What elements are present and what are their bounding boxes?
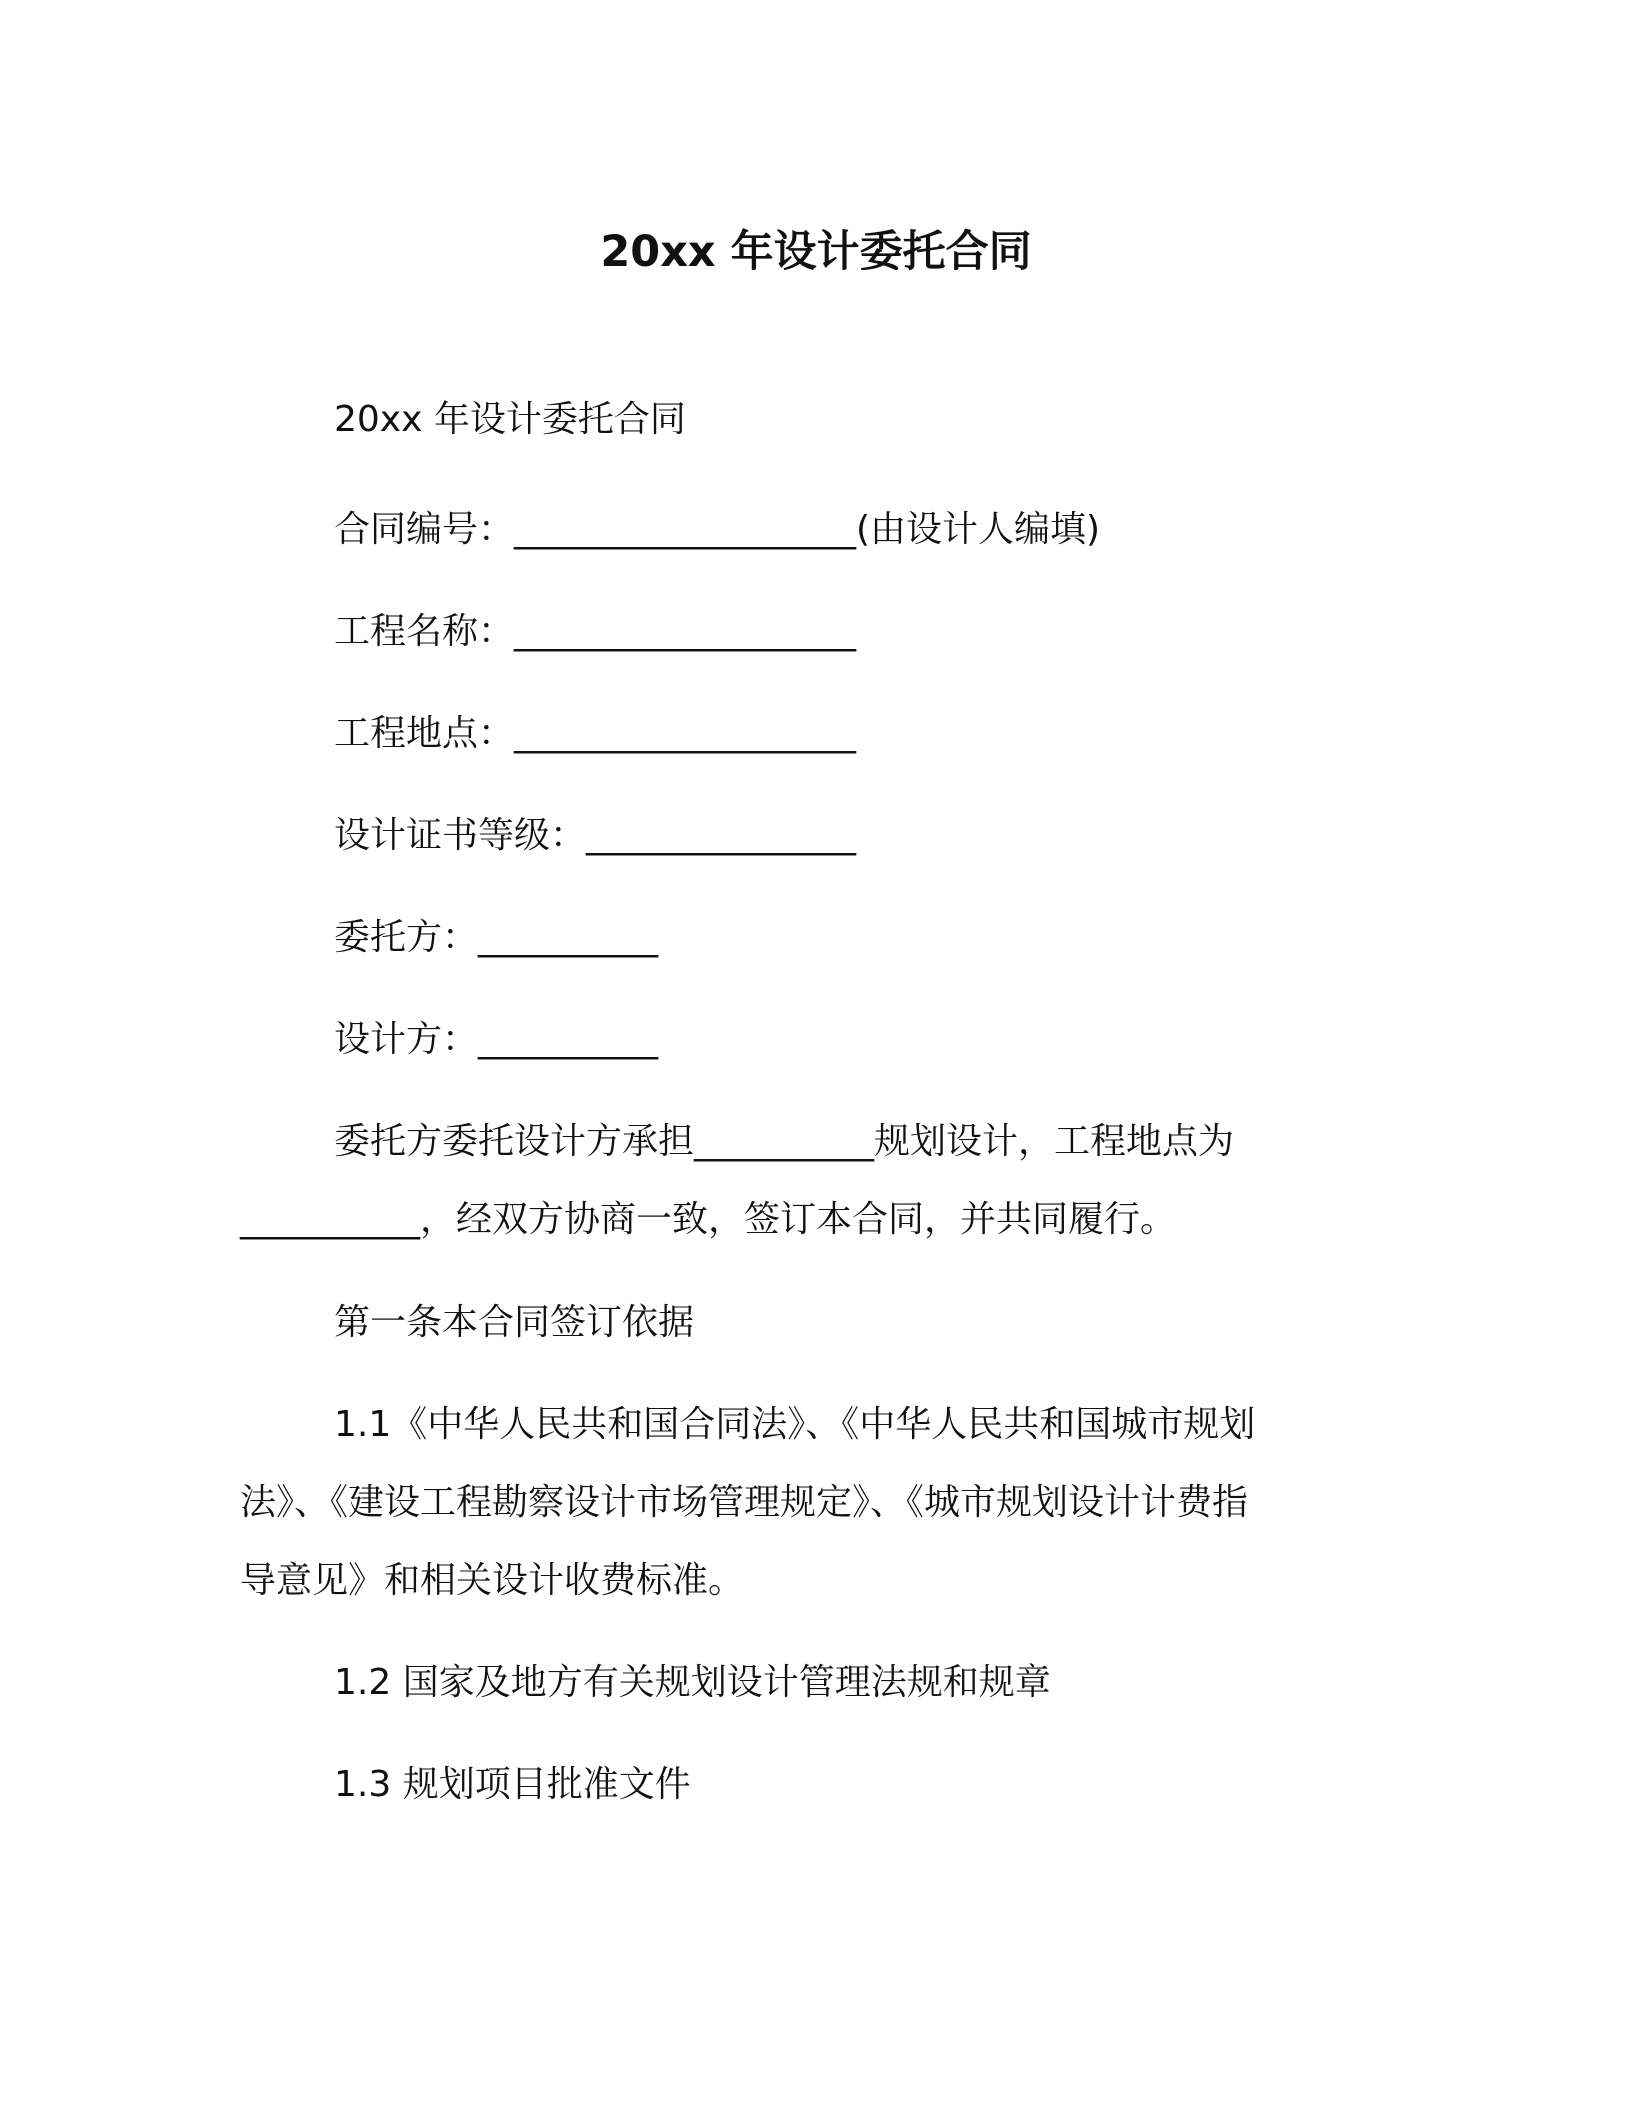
field-label: 设计证书等级： <box>334 815 587 856</box>
field-blank: ___________________ <box>514 611 857 652</box>
field-blank: __________ <box>478 917 659 958</box>
intro-paragraph-line-2: __________，经双方协商一致，签订本合同，并共同履行。 <box>240 1199 1177 1240</box>
field-blank: ___________________ <box>514 713 857 754</box>
item-1-1-line-2: 法》、《建设工程勘察设计市场管理规定》、《城市规划设计计费指 <box>240 1482 1249 1523</box>
item-1-1-line-3: 导意见》和相关设计收费标准。 <box>240 1560 745 1601</box>
field-label: 委托方： <box>334 917 479 958</box>
intro-paragraph-line-1: 委托方委托设计方承担__________规划设计，工程地点为 <box>334 1121 1235 1162</box>
field-label: 工程地点： <box>334 713 515 754</box>
field-project-location <box>334 709 856 759</box>
item-1-1-line-1: 1.1《中华人民共和国合同法》、《中华人民共和国城市规划 <box>334 1404 1256 1445</box>
field-label: 工程名称： <box>334 611 515 652</box>
item-1-3: 1.3 规划项目批准文件 <box>334 1764 691 1805</box>
field-note: (由设计人编填) <box>856 509 1101 550</box>
field-blank: _______________ <box>586 815 857 856</box>
field-contract-number <box>334 505 1100 555</box>
field-designer <box>334 1015 658 1065</box>
field-label: 设计方： <box>334 1019 479 1060</box>
field-project-name <box>334 607 856 657</box>
field-certificate-grade <box>334 811 856 861</box>
field-label: 合同编号： <box>334 509 515 550</box>
field-blank: __________ <box>478 1019 659 1060</box>
document-subtitle: 20xx 年设计委托合同 <box>334 399 686 440</box>
article-1-heading: 第一条本合同签订依据 <box>334 1302 695 1343</box>
field-blank: ___________________ <box>514 509 857 550</box>
item-1-2: 1.2 国家及地方有关规划设计管理法规和规章 <box>334 1662 1051 1703</box>
document-title: 20xx 年设计委托合同 <box>600 227 1032 277</box>
field-client <box>334 913 658 963</box>
